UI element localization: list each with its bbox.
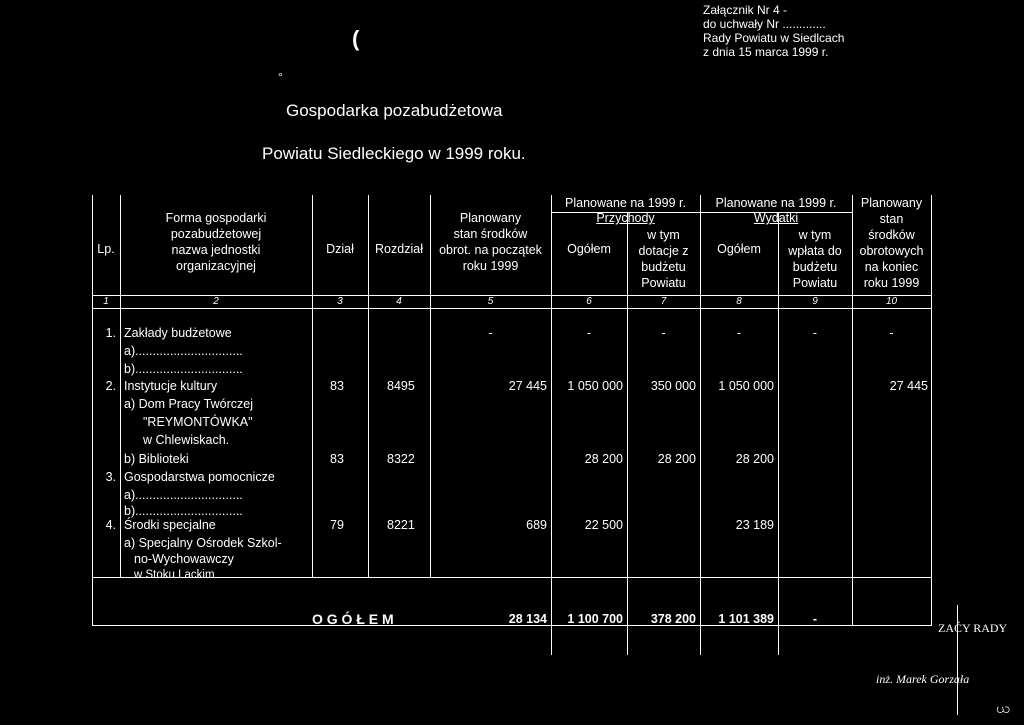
signature-mark: ယ: [996, 700, 1010, 716]
cell-dotacje: 28 200: [657, 452, 696, 466]
row-name: Środki specjalne: [124, 518, 216, 532]
dash-cell: -: [812, 326, 818, 340]
header-wydatki-top: Planowane na 1999 r.: [715, 196, 837, 210]
header-dotacje: w tym dotacje z budżetu Powiatu: [638, 228, 689, 290]
cell-wydatki: 23 189: [735, 518, 774, 532]
cell-stan: 27 445: [508, 379, 547, 393]
header-dzial: Dział: [326, 242, 354, 256]
annex-line-1: Załącznik Nr 4 -: [703, 3, 788, 17]
row-sub: w Stoku Lackim: [134, 569, 215, 581]
col-num: 3: [337, 296, 343, 307]
page-title: Gospodarka pozabudżetowa: [286, 101, 503, 120]
cell-dzial: 83: [330, 452, 344, 466]
row-sub-a: a)...............................: [124, 488, 243, 502]
cell-rozdzial: 8221: [387, 518, 415, 532]
cell-rozdzial: 8322: [387, 452, 415, 466]
cell-dzial: 83: [330, 379, 344, 393]
stray-mark-paren: (: [352, 26, 360, 51]
col-num: 8: [736, 296, 742, 307]
total-przychody: 1 100 700: [567, 612, 623, 626]
row-sub-a: a)...............................: [124, 344, 243, 358]
header-wydatki-ogolem: Ogółem: [717, 242, 761, 256]
row-lp: 4.: [105, 518, 116, 532]
total-dotacje: 378 200: [650, 612, 696, 626]
col-num: 4: [396, 296, 402, 307]
header-przychody-top: Planowane na 1999 r.: [565, 196, 686, 210]
row-lp: 1.: [105, 326, 116, 340]
row-lp: 3.: [105, 470, 116, 484]
dash-cell: -: [488, 326, 493, 340]
header-stan-poczatek: Planowany stan środków obrot. na początek roku 1999: [439, 211, 542, 273]
cell-dzial: 79: [330, 518, 344, 532]
cell-wydatki: 28 200: [735, 452, 774, 466]
row-sub-b: b)...............................: [124, 362, 243, 376]
row-sub: w Chlewiskach.: [143, 433, 230, 447]
signature-name: inż. Marek Gorzała: [876, 672, 970, 686]
col-num: 1: [103, 296, 109, 307]
row-sub: no-Wychowawczy: [134, 552, 234, 566]
col-num: 9: [812, 296, 818, 307]
dash-cell: -: [661, 326, 666, 340]
annex-line-2: do uchwały Nr .............: [703, 17, 826, 31]
header-wplata: w tym wpłata do budżetu Powiatu: [788, 228, 842, 290]
signature-title: ZAĆY RADY: [938, 621, 1008, 635]
total-koniec: -: [812, 612, 818, 626]
dash-cell: -: [586, 326, 592, 340]
total-label: O G Ó Ł E M: [312, 611, 394, 627]
annex-line-3: Rady Powiatu w Siedlcach: [703, 31, 845, 45]
row-sub: a) Specjalny Ośrodek Szkol-: [124, 536, 282, 550]
cell-dotacje: 350 000: [650, 379, 696, 393]
header-stan-koniec: Planowany stan środków obrotowych na koniec roku 1999: [859, 196, 924, 290]
cell-stan: 689: [526, 518, 547, 532]
col-num: 7: [660, 296, 667, 307]
header-rozdzial: Rozdział: [375, 242, 423, 256]
header-przychody-ogolem: Ogółem: [567, 242, 611, 256]
stray-mark-small: °: [278, 70, 283, 84]
dash-cell: -: [736, 326, 742, 340]
annex-header: [703, 3, 844, 59]
row-name: b) Biblioteki: [124, 452, 189, 466]
col-num: 2: [213, 296, 219, 307]
cell-przychody: 28 200: [584, 452, 623, 466]
col-num: 6: [586, 296, 592, 307]
row-name: Instytucje kultury: [124, 379, 218, 393]
row-sub-b: b)...............................: [124, 504, 243, 518]
row-sub: "REYMONTÓWKA": [143, 415, 253, 429]
col-num: 10: [885, 296, 898, 307]
cell-przychody: 22 500: [584, 518, 623, 532]
total-stan: 28 134: [508, 612, 547, 626]
row-sub: a) Dom Pracy Twórczej: [124, 397, 253, 411]
row-name: Gospodarstwa pomocnicze: [124, 470, 275, 484]
cell-rozdzial: 8495: [387, 379, 415, 393]
header-wydatki: Wydatki: [753, 211, 799, 225]
cell-przychody: 1 050 000: [567, 379, 623, 393]
total-wydatki: 1 101 389: [718, 612, 774, 626]
row-name: Zakłady budżetowe: [124, 326, 232, 340]
header-forma: Forma gospodarki pozabudżetowej nazwa jednostki organizacyjnej: [165, 211, 267, 273]
dash-cell: -: [889, 326, 894, 340]
annex-line-4: z dnia 15 marca 1999 r.: [703, 45, 829, 59]
page-subtitle: Powiatu Siedleckiego w 1999 roku.: [262, 144, 526, 163]
row-lp: 2.: [105, 379, 116, 393]
col-num: 5: [487, 296, 494, 307]
cell-stan-koniec: 27 445: [889, 379, 928, 393]
header-przychody: Przychody: [596, 211, 655, 225]
cell-wydatki: 1 050 000: [718, 379, 774, 393]
header-lp: Lp.: [97, 242, 115, 256]
